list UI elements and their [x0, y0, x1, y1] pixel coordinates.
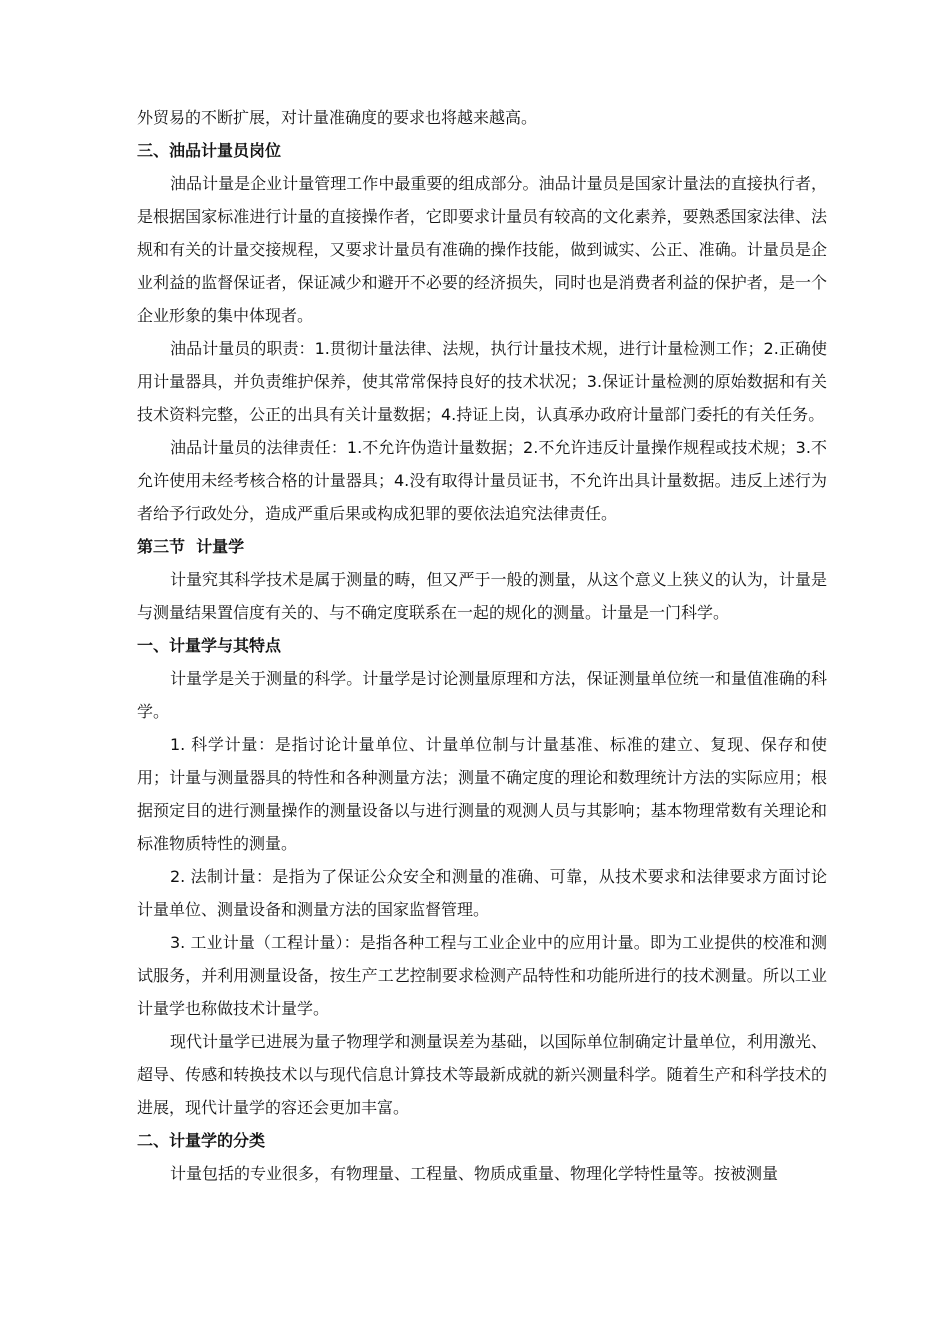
paragraph: 计量学是关于测量的科学。计量学是讨论测量原理和方法，保证测量单位统一和量值准确的科学。 — [137, 669, 827, 721]
paragraph: 油品计量员的职责：1.贯彻计量法律、法规，执行计量技术规，进行计量检测工作；2.正确使用计量器具，并负责维护保养，使其常常保持良好的技术状况；3.保证计量检测的原始数据和有关技术资料完整，公正的出具有关计量数据；4.持证上岗，认真承办政府计量部门委托的有关任务。 — [137, 339, 827, 424]
paragraph: 油品计量员的法律责任：1.不允许伪造计量数据；2.不允许违反计量操作规程或技术规；3.不允许使用未经考核合格的计量器具；4.没有取得计量员证书，不允许出具计量数据。违反上述行为者给予行政处分，造成严重后果或构成犯罪的要依法追究法律责任。 — [137, 438, 827, 523]
paragraph: 计量包括的专业很多，有物理量、工程量、物质成重量、物理化学特性量等。按被测量 — [170, 1164, 779, 1183]
section-heading: 一、计量学与其特点 — [137, 636, 282, 655]
list-paragraph: 2. 法制计量：是指为了保证公众安全和测量的准确、可靠，从技术要求和法律要求方面讨论计量单位、测量设备和测量方法的国家监督管理。 — [137, 867, 827, 919]
section-heading: 三、油品计量员岗位 — [137, 141, 282, 160]
paragraph: 外贸易的不断扩展，对计量准确度的要求也将越来越高。 — [137, 108, 538, 127]
list-paragraph: 1. 科学计量：是指讨论计量单位、计量单位制与计量基准、标准的建立、复现、保存和使用；计量与测量器具的特性和各种测量方法；测量不确定度的理论和数理统计方法的实际应用；根据预定目的进行测量操作的测量设备以与进行测量的观测人员与其影响；基本物理常数有关理论和标准物质特性的测量。 — [137, 735, 827, 853]
chapter-heading: 第三节 计量学 — [137, 537, 245, 556]
paragraph: 现代计量学已进展为量子物理学和测量误差为基础，以国际单位制确定计量单位，利用激光、超导、传感和转换技术以与现代信息计算技术等最新成就的新兴测量科学。随着生产和科学技术的进展，现代计量学的容还会更加丰富。 — [137, 1032, 827, 1117]
paragraph: 计量究其科学技术是属于测量的畴，但又严于一般的测量，从这个意义上狭义的认为，计量是与测量结果置信度有关的、与不确定度联系在一起的规化的测量。计量是一门科学。 — [137, 570, 827, 622]
paragraph: 油品计量是企业计量管理工作中最重要的组成部分。油品计量员是国家计量法的直接执行者，是根据国家标准进行计量的直接操作者，它即要求计量员有较高的文化素养，要熟悉国家法律、法规和有关的计量交接规程，又要求计量员有准确的操作技能，做到诚实、公正、准确。计量员是企业利益的监督保证者，保证减少和避开不必要的经济损失，同时也是消费者利益的保护者，是一个企业形象的集中体现者。 — [137, 174, 827, 325]
list-paragraph: 3. 工业计量（工程计量）：是指各种工程与工业企业中的应用计量。即为工业提供的校准和测试服务，并利用测量设备，按生产工艺控制要求检测产品特性和功能所进行的技术测量。所以工业计量学也称做技术计量学。 — [137, 933, 827, 1018]
section-heading: 二、计量学的分类 — [137, 1131, 266, 1150]
document-page — [137, 101, 827, 1190]
